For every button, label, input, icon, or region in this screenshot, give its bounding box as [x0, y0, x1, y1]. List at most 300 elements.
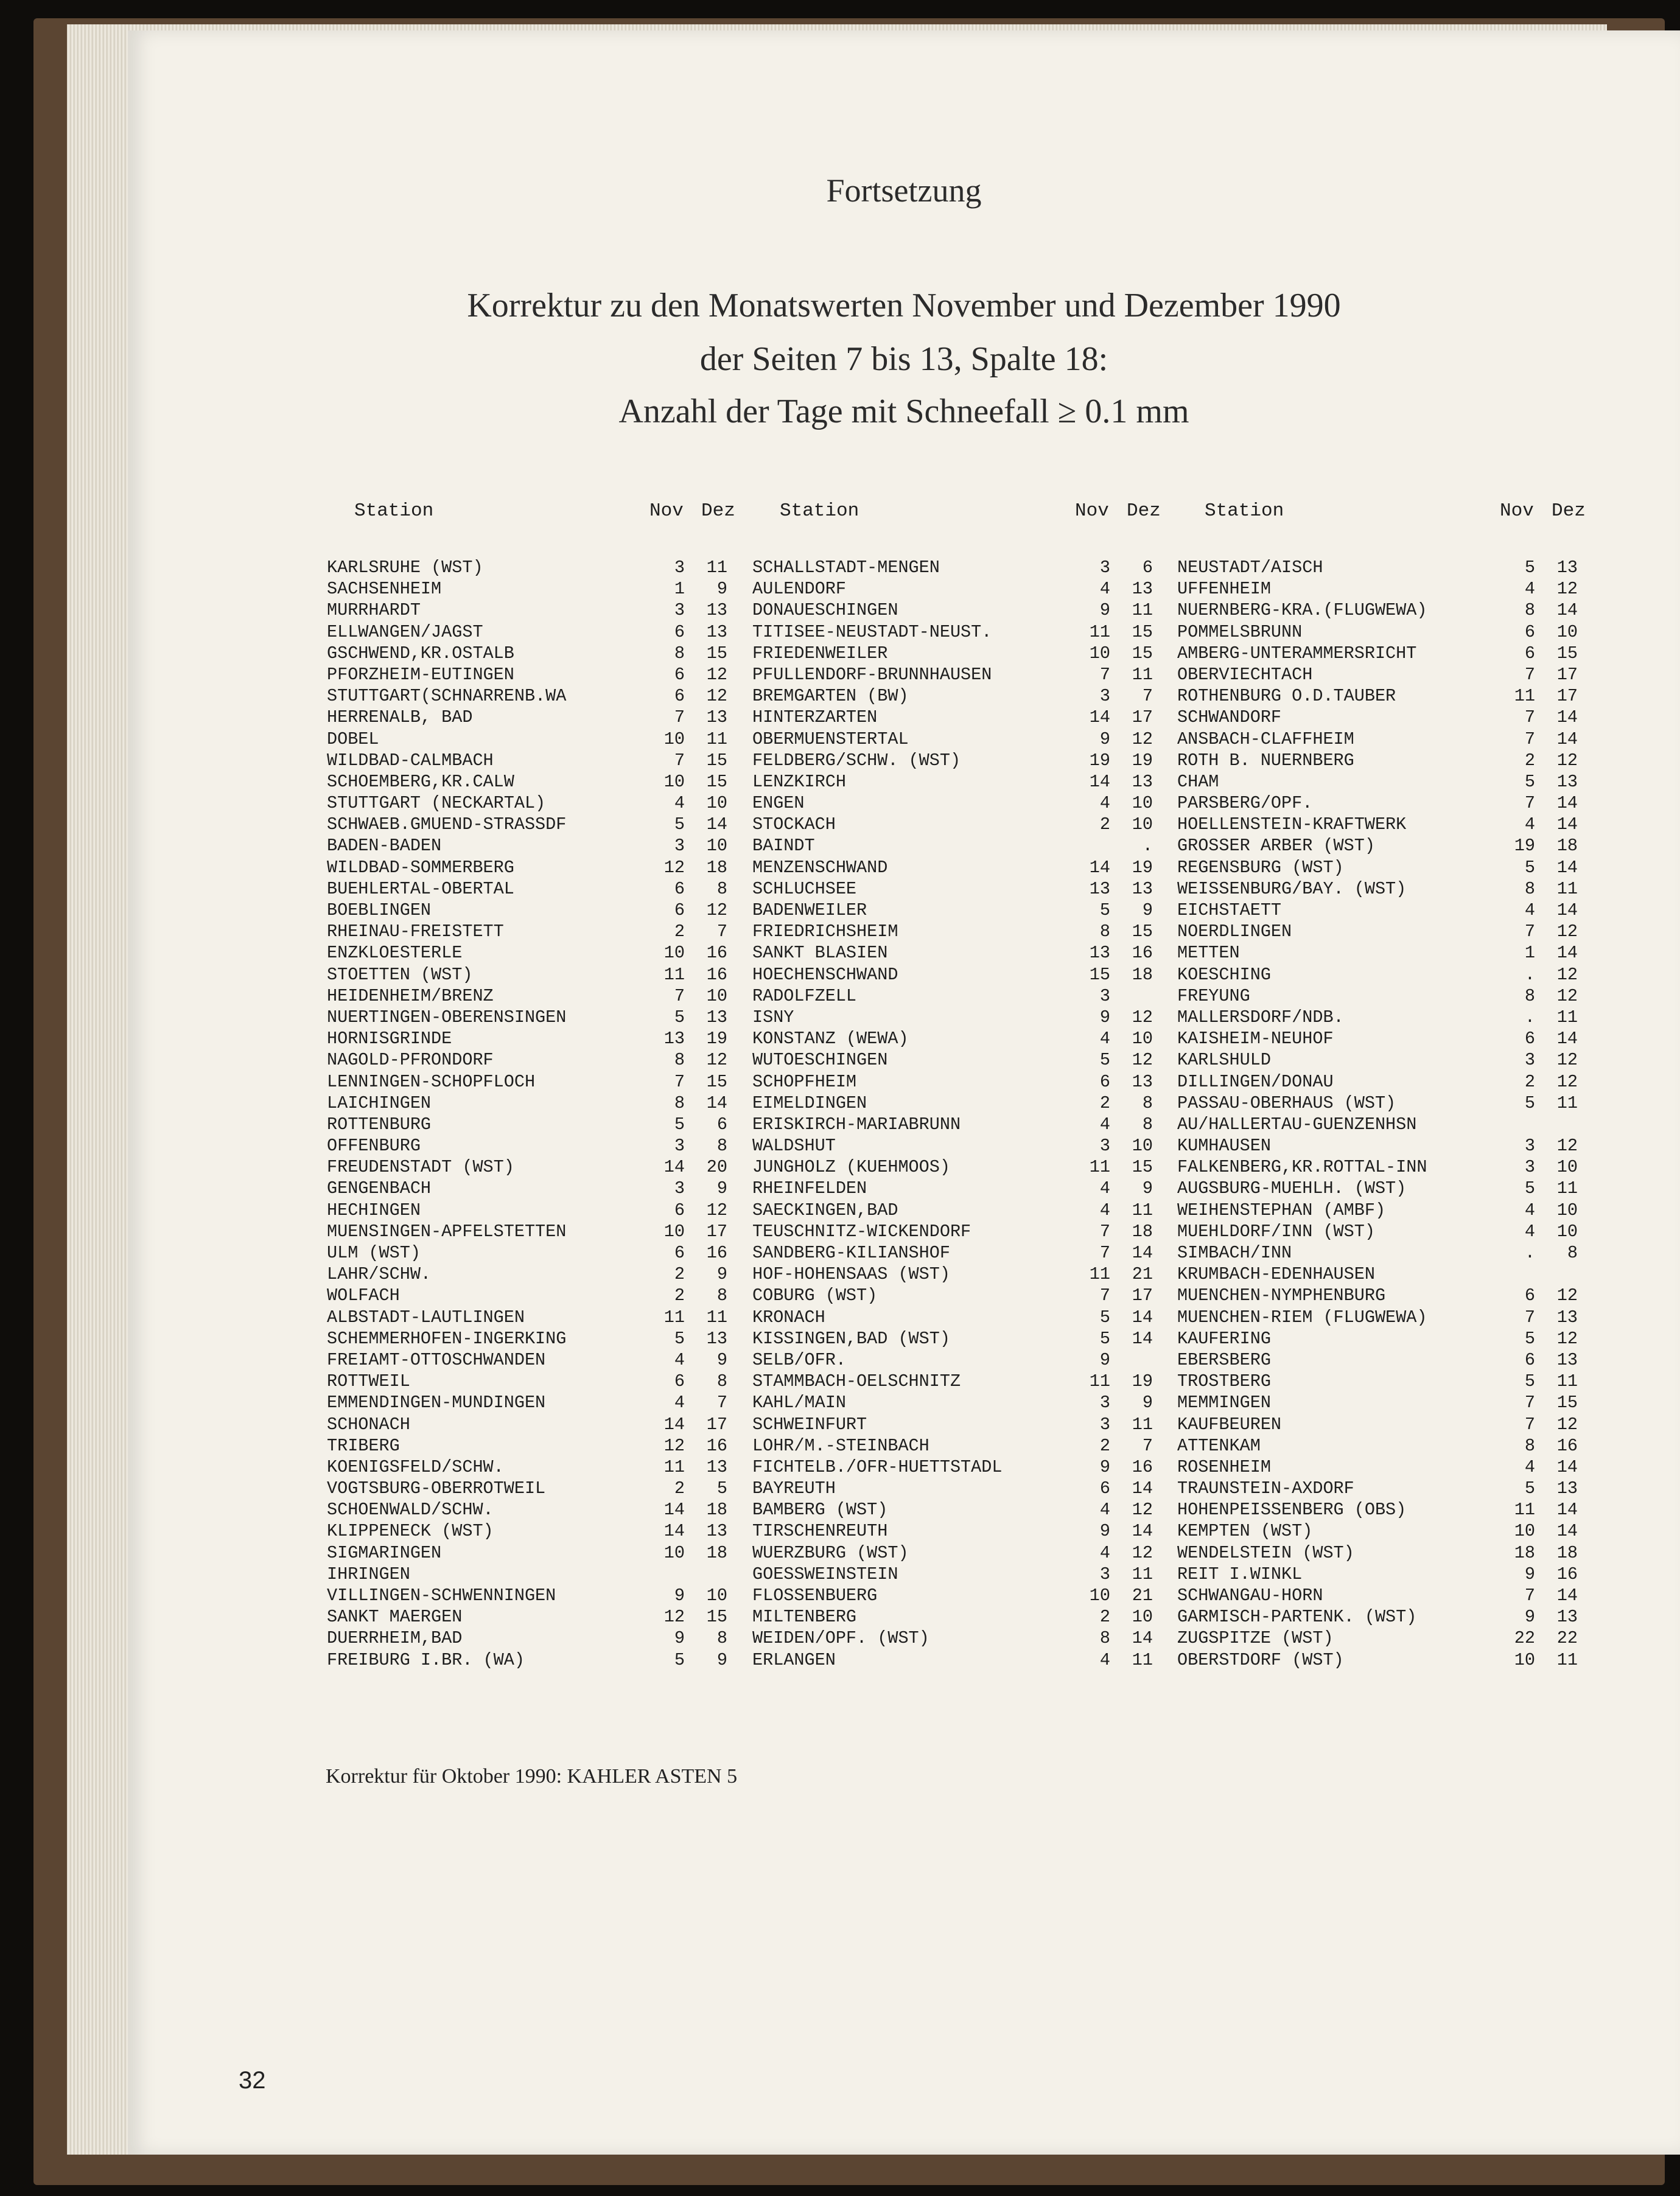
- dez-value: 17: [706, 1221, 727, 1242]
- table-row: [327, 1329, 753, 1350]
- station-name: SCHOEMBERG,KR.CALW: [327, 771, 514, 792]
- dez-value: 11: [706, 729, 727, 749]
- nov-value: 11: [663, 1456, 685, 1477]
- dez-value: 10: [1556, 1200, 1578, 1220]
- table-row: [1177, 772, 1603, 793]
- table-row: [752, 622, 1178, 643]
- nov-value: 7: [674, 750, 685, 771]
- table-row: [1177, 1414, 1603, 1436]
- dez-value: 14: [1556, 707, 1578, 728]
- table-row: [1177, 814, 1603, 836]
- table-row: [1177, 1200, 1603, 1222]
- dez-value: 11: [1556, 1178, 1578, 1199]
- table-row: [752, 943, 1178, 964]
- station-name: MUEHLDORF/INN (WST): [1177, 1221, 1375, 1242]
- dez-value: 19: [1132, 750, 1153, 771]
- dez-value: 17: [1556, 664, 1578, 685]
- dez-value: 10: [1556, 1157, 1578, 1178]
- table-row: [327, 793, 753, 814]
- table-row: [327, 665, 753, 686]
- station-name: SAECKINGEN,BAD: [752, 1200, 898, 1220]
- dez-value: 12: [706, 1050, 727, 1071]
- station-name: LOHR/M.-STEINBACH: [752, 1435, 929, 1456]
- table-row: [1177, 558, 1603, 579]
- dez-value: 15: [1132, 643, 1153, 663]
- dez-header: Dez: [1552, 500, 1586, 522]
- table-row: [1177, 665, 1603, 686]
- nov-value: 4: [1524, 579, 1535, 600]
- dez-value: 9: [716, 1649, 727, 1670]
- station-name: STOETTEN (WST): [327, 964, 473, 985]
- table-row: [1177, 1285, 1603, 1307]
- nov-value: 14: [663, 1521, 685, 1542]
- station-name: CHAM: [1177, 771, 1219, 792]
- nov-value: 9: [1099, 1456, 1110, 1477]
- nov-value: 4: [1099, 579, 1110, 600]
- table-row: [1177, 1393, 1603, 1414]
- table-row: [327, 1521, 753, 1542]
- station-name: NUERTINGEN-OBERENSINGEN: [327, 1007, 567, 1027]
- nov-value: 9: [1099, 1349, 1110, 1370]
- nov-value: 5: [1524, 1093, 1535, 1113]
- nov-value: .: [1524, 964, 1535, 985]
- dez-value: 10: [1556, 1221, 1578, 1242]
- station-name: WILDBAD-SOMMERBERG: [327, 857, 514, 878]
- nov-value: 8: [1524, 985, 1535, 1006]
- dez-value: 12: [1556, 921, 1578, 942]
- dez-value: 15: [706, 750, 727, 771]
- station-name: WENDELSTEIN (WST): [1177, 1542, 1354, 1563]
- table-row: [327, 1436, 753, 1457]
- station-name: ELLWANGEN/JAGST: [327, 621, 483, 642]
- table-row: [1177, 1114, 1603, 1136]
- station-name: ALBSTADT-LAUTLINGEN: [327, 1307, 525, 1327]
- station-name: SANDBERG-KILIANSHOF: [752, 1243, 950, 1263]
- nov-value: 6: [674, 621, 685, 642]
- nov-value: 1: [674, 579, 685, 600]
- nov-value: 18: [1514, 1542, 1535, 1563]
- station-name: HORNISGRINDE: [327, 1029, 452, 1049]
- dez-value: 12: [1132, 1500, 1153, 1520]
- dez-value: 13: [1556, 1349, 1578, 1370]
- station-name: WEIHENSTEPHAN (AMBF): [1177, 1200, 1386, 1220]
- table-row: [327, 1243, 753, 1264]
- dez-value: 10: [706, 985, 727, 1006]
- table-row: [1177, 1222, 1603, 1243]
- station-name: SCHWEINFURT: [752, 1414, 867, 1435]
- station-name: EICHSTAETT: [1177, 900, 1282, 920]
- dez-value: 7: [716, 1393, 727, 1413]
- table-row: [752, 1050, 1178, 1071]
- nov-value: 6: [674, 1200, 685, 1220]
- title-line-2: der Seiten 7 bis 13, Spalte 18:: [699, 340, 1108, 378]
- table-row: [752, 1307, 1178, 1329]
- dez-value: 12: [706, 1200, 727, 1220]
- dez-value: 14: [1132, 1243, 1153, 1263]
- station-name: LENZKIRCH: [752, 771, 846, 792]
- dez-value: 15: [1132, 621, 1153, 642]
- station-name: REGENSBURG (WST): [1177, 857, 1344, 878]
- station-name: KUMHAUSEN: [1177, 1136, 1271, 1156]
- dez-value: 12: [1556, 964, 1578, 985]
- dez-value: 11: [1556, 1649, 1578, 1670]
- dez-value: 14: [1132, 1521, 1153, 1542]
- nov-value: 9: [1524, 1607, 1535, 1628]
- nov-value: 2: [1099, 814, 1110, 835]
- station-name: COBURG (WST): [752, 1285, 878, 1306]
- table-row: [327, 772, 753, 793]
- station-name: HERRENALB, BAD: [327, 707, 473, 728]
- nov-value: 6: [674, 878, 685, 899]
- table-row: [752, 1222, 1178, 1243]
- nov-value: 6: [1524, 621, 1535, 642]
- table-row: [752, 1007, 1178, 1029]
- table-row: [1177, 1457, 1603, 1478]
- dez-value: 18: [1132, 964, 1153, 985]
- nov-value: 2: [1099, 1093, 1110, 1113]
- table-row: [1177, 1050, 1603, 1071]
- station-name: LENNINGEN-SCHOPFLOCH: [327, 1071, 536, 1092]
- nov-value: 9: [1099, 1521, 1110, 1542]
- dez-value: 13: [706, 600, 727, 621]
- dez-value: 12: [1132, 1542, 1153, 1563]
- station-name: AULENDORF: [752, 579, 846, 600]
- dez-value: 13: [1556, 558, 1578, 578]
- station-name: LAICHINGEN: [327, 1093, 432, 1113]
- dez-value: 14: [1556, 814, 1578, 835]
- table-row: [327, 1607, 753, 1628]
- table-row: [327, 965, 753, 986]
- nov-value: 5: [1524, 1178, 1535, 1199]
- table-row: [752, 1157, 1178, 1178]
- dez-value: 14: [1556, 1521, 1578, 1542]
- dez-value: 18: [706, 1500, 727, 1520]
- station-name: HOHENPEISSENBERG (OBS): [1177, 1500, 1407, 1520]
- table-row: [1177, 793, 1603, 814]
- station-name: RHEINAU-FREISTETT: [327, 921, 504, 942]
- table-row: [752, 1521, 1178, 1542]
- station-name: MILTENBERG: [752, 1607, 857, 1628]
- table-row: [1177, 1521, 1603, 1542]
- dez-value: 12: [1556, 1050, 1578, 1071]
- nov-value: 6: [1524, 1029, 1535, 1049]
- table-row: [327, 1564, 753, 1586]
- table-row: [327, 1029, 753, 1050]
- table-row: [1177, 943, 1603, 964]
- nov-value: 4: [1524, 900, 1535, 920]
- dez-value: 14: [1132, 1307, 1153, 1327]
- nov-value: 7: [674, 985, 685, 1006]
- table-row: [752, 921, 1178, 943]
- nov-value: 3: [674, 558, 685, 578]
- station-name: STUTTGART (NECKARTAL): [327, 793, 546, 814]
- station-name: ROTH B. NUERNBERG: [1177, 750, 1354, 771]
- station-name: SCHEMMERHOFEN-INGERKING: [327, 1328, 567, 1349]
- table-row: [1177, 1072, 1603, 1093]
- dez-value: 22: [1556, 1628, 1578, 1649]
- nov-value: 7: [1524, 793, 1535, 814]
- table-row: [327, 986, 753, 1007]
- station-name: NAGOLD-PFRONDORF: [327, 1050, 494, 1071]
- station-name: OBERVIECHTACH: [1177, 664, 1313, 685]
- station-name: LAHR/SCHW.: [327, 1264, 432, 1285]
- table-row: [1177, 1178, 1603, 1200]
- table-row: [752, 1029, 1178, 1050]
- table-row: [752, 1478, 1178, 1500]
- dez-value: 14: [1556, 793, 1578, 814]
- station-name: MENZENSCHWAND: [752, 857, 888, 878]
- table-row: [1177, 1350, 1603, 1371]
- table-row: [752, 1285, 1178, 1307]
- dez-value: 12: [1556, 1328, 1578, 1349]
- table-row: [752, 1200, 1178, 1222]
- nov-value: 3: [1099, 985, 1110, 1006]
- nov-value: 3: [1524, 1136, 1535, 1156]
- nov-value: 3: [1099, 1136, 1110, 1156]
- station-name: HOECHENSCHWAND: [752, 964, 898, 985]
- station-name: BOEBLINGEN: [327, 900, 432, 920]
- dez-value: 6: [1142, 558, 1153, 578]
- station-name: MUENSINGEN-APFELSTETTEN: [327, 1221, 567, 1242]
- station-name: IHRINGEN: [327, 1564, 410, 1584]
- nov-value: 9: [1099, 1007, 1110, 1027]
- nov-value: 10: [1089, 1586, 1110, 1606]
- dez-value: 17: [1132, 1285, 1153, 1306]
- dez-value: 9: [1142, 1393, 1153, 1413]
- table-row: [752, 707, 1178, 729]
- station-name: BAINDT: [752, 836, 815, 856]
- nov-value: 14: [1089, 771, 1110, 792]
- nov-value: 6: [1099, 1071, 1110, 1092]
- table-row: [1177, 729, 1603, 750]
- nov-value: 12: [663, 1435, 685, 1456]
- dez-value: 9: [1142, 900, 1153, 920]
- dez-value: 14: [1556, 1456, 1578, 1477]
- nov-value: 7: [1099, 1221, 1110, 1242]
- dez-value: 15: [1556, 1393, 1578, 1413]
- station-name: KONSTANZ (WEWA): [752, 1029, 909, 1049]
- nov-value: 9: [1524, 1564, 1535, 1584]
- nov-value: 3: [674, 836, 685, 856]
- station-name: VILLINGEN-SCHWENNINGEN: [327, 1586, 556, 1606]
- station-name: DILLINGEN/DONAU: [1177, 1071, 1334, 1092]
- station-name: PASSAU-OBERHAUS (WST): [1177, 1093, 1396, 1113]
- dez-value: 10: [706, 836, 727, 856]
- table-row: [327, 643, 753, 665]
- nov-value: 11: [1514, 686, 1535, 707]
- station-name: KRONACH: [752, 1307, 825, 1327]
- nov-header: Nov: [1075, 500, 1109, 522]
- table-row: [752, 1628, 1178, 1649]
- table-row: [752, 986, 1178, 1007]
- dez-value: 16: [706, 943, 727, 963]
- nov-value: 5: [1524, 1371, 1535, 1392]
- nov-header: Nov: [649, 500, 684, 522]
- dez-value: 11: [1132, 600, 1153, 621]
- nov-value: 5: [1524, 1328, 1535, 1349]
- table-row: [752, 772, 1178, 793]
- dez-value: 11: [1132, 1200, 1153, 1220]
- station-name: GOESSWEINSTEIN: [752, 1564, 898, 1584]
- table-row: [752, 1586, 1178, 1607]
- nov-value: 8: [1099, 1628, 1110, 1649]
- station-name: ROTHENBURG O.D.TAUBER: [1177, 686, 1396, 707]
- table-row: [327, 558, 753, 579]
- nov-value: 6: [1524, 1285, 1535, 1306]
- dez-value: 12: [1556, 579, 1578, 600]
- dez-value: 14: [1132, 1328, 1153, 1349]
- nov-value: 3: [1099, 558, 1110, 578]
- dez-value: 13: [706, 1328, 727, 1349]
- station-name: SCHONACH: [327, 1414, 410, 1435]
- station-name: SACHSENHEIM: [327, 579, 442, 600]
- table-row: [752, 600, 1178, 621]
- station-name: DONAUESCHINGEN: [752, 600, 898, 621]
- station-name: EMMENDINGEN-MUNDINGEN: [327, 1393, 546, 1413]
- table-row: [327, 1093, 753, 1114]
- nov-value: 2: [1524, 1071, 1535, 1092]
- dez-value: 12: [1132, 1007, 1153, 1027]
- dez-value: 11: [1556, 878, 1578, 899]
- station-name: ZUGSPITZE (WST): [1177, 1628, 1334, 1649]
- station-name: NEUSTADT/AISCH: [1177, 558, 1323, 578]
- table-row: [327, 600, 753, 621]
- station-name: ROTTWEIL: [327, 1371, 410, 1392]
- station-name: HECHINGEN: [327, 1200, 421, 1220]
- dez-header: Dez: [701, 500, 735, 522]
- dez-value: 11: [1556, 1371, 1578, 1392]
- table-row: [327, 1114, 753, 1136]
- dez-value: 11: [706, 558, 727, 578]
- station-name: DOBEL: [327, 729, 379, 749]
- table-row: [752, 1414, 1178, 1436]
- station-name: TRIBERG: [327, 1435, 400, 1456]
- table-row: [327, 622, 753, 643]
- nov-value: 7: [1099, 1285, 1110, 1306]
- station-name: STAMMBACH-OELSCHNITZ: [752, 1371, 961, 1392]
- nov-value: 13: [1089, 943, 1110, 963]
- dez-value: 7: [1142, 686, 1153, 707]
- dez-value: 5: [716, 1478, 727, 1499]
- table-rows: [752, 558, 1178, 1671]
- nov-value: .: [1524, 1007, 1535, 1027]
- station-name: METTEN: [1177, 943, 1240, 963]
- table-row: [752, 1178, 1178, 1200]
- dez-value: 16: [706, 1243, 727, 1263]
- table-row: [1177, 1029, 1603, 1050]
- station-name: KOENIGSFELD/SCHW.: [327, 1456, 504, 1477]
- dez-value: 12: [1556, 1285, 1578, 1306]
- table-row: [1177, 1500, 1603, 1521]
- dez-value: 10: [1132, 1029, 1153, 1049]
- table-rows: [1177, 558, 1603, 1671]
- station-name: TITISEE-NEUSTADT-NEUST.: [752, 621, 992, 642]
- dez-value: 13: [1132, 878, 1153, 899]
- table-row: [1177, 600, 1603, 621]
- station-name: ENGEN: [752, 793, 805, 814]
- station-name: STOCKACH: [752, 814, 836, 835]
- dez-value: 8: [716, 1628, 727, 1649]
- table-row: [327, 1586, 753, 1607]
- nov-value: 14: [663, 1414, 685, 1435]
- station-name: ULM (WST): [327, 1243, 421, 1263]
- station-name: FELDBERG/SCHW. (WST): [752, 750, 961, 771]
- table-row: [752, 1329, 1178, 1350]
- dez-value: 7: [1142, 1435, 1153, 1456]
- table-row: [1177, 1264, 1603, 1285]
- dez-value: 10: [1556, 621, 1578, 642]
- nov-value: 6: [674, 1243, 685, 1263]
- station-header: Station: [780, 500, 859, 522]
- table-row: [1177, 707, 1603, 729]
- nov-value: 12: [663, 857, 685, 878]
- table-row: [752, 1650, 1178, 1671]
- nov-value: 14: [663, 1500, 685, 1520]
- dez-value: 14: [1556, 1586, 1578, 1606]
- table-row: [327, 1457, 753, 1478]
- nov-value: 4: [1099, 1500, 1110, 1520]
- table-row: [327, 686, 753, 707]
- table-row: [752, 643, 1178, 665]
- nov-value: 7: [1524, 1393, 1535, 1413]
- nov-value: 10: [663, 943, 685, 963]
- dez-value: 11: [1132, 664, 1153, 685]
- dez-value: 8: [1567, 1243, 1578, 1263]
- station-name: FALKENBERG,KR.ROTTAL-INN: [1177, 1157, 1427, 1178]
- table-row: [752, 1243, 1178, 1264]
- dez-value: 13: [1132, 579, 1153, 600]
- station-name: WOLFACH: [327, 1285, 400, 1306]
- nov-value: 6: [674, 1371, 685, 1392]
- dez-value: 18: [1556, 1542, 1578, 1563]
- dez-value: 10: [1132, 1607, 1153, 1628]
- table-row: [1177, 1650, 1603, 1671]
- table-row: [327, 1500, 753, 1521]
- nov-value: 11: [1089, 621, 1110, 642]
- nov-value: 11: [1089, 1371, 1110, 1392]
- table-rows: [327, 558, 753, 1671]
- table-row: [327, 1050, 753, 1071]
- station-name: OBERSTDORF (WST): [1177, 1649, 1344, 1670]
- table-row: [752, 1543, 1178, 1564]
- station-name: TRAUNSTEIN-AXDORF: [1177, 1478, 1354, 1499]
- station-name: FREIBURG I.BR. (WA): [327, 1649, 525, 1670]
- station-name: KAHL/MAIN: [752, 1393, 846, 1413]
- nov-value: 10: [663, 729, 685, 749]
- table-row: [752, 1457, 1178, 1478]
- dez-value: 13: [1556, 1607, 1578, 1628]
- table-row: [1177, 1607, 1603, 1628]
- table-row: [752, 729, 1178, 750]
- station-name: KRUMBACH-EDENHAUSEN: [1177, 1264, 1375, 1285]
- station-name: SCHOPFHEIM: [752, 1071, 857, 1092]
- nov-value: 8: [674, 643, 685, 663]
- nov-value: 6: [674, 900, 685, 920]
- station-table-column-3: [1177, 500, 1603, 1671]
- nov-value: 3: [1099, 1414, 1110, 1435]
- dez-value: 11: [1556, 1093, 1578, 1113]
- nov-value: 2: [674, 921, 685, 942]
- table-row: [1177, 1628, 1603, 1649]
- dez-value: 14: [1556, 857, 1578, 878]
- dez-value: 12: [706, 686, 727, 707]
- dez-value: 11: [1132, 1649, 1153, 1670]
- nov-value: 4: [1099, 793, 1110, 814]
- table-row: [327, 1650, 753, 1671]
- dez-value: 15: [1556, 643, 1578, 663]
- station-name: KISSINGEN,BAD (WST): [752, 1328, 950, 1349]
- nov-value: 5: [674, 1007, 685, 1027]
